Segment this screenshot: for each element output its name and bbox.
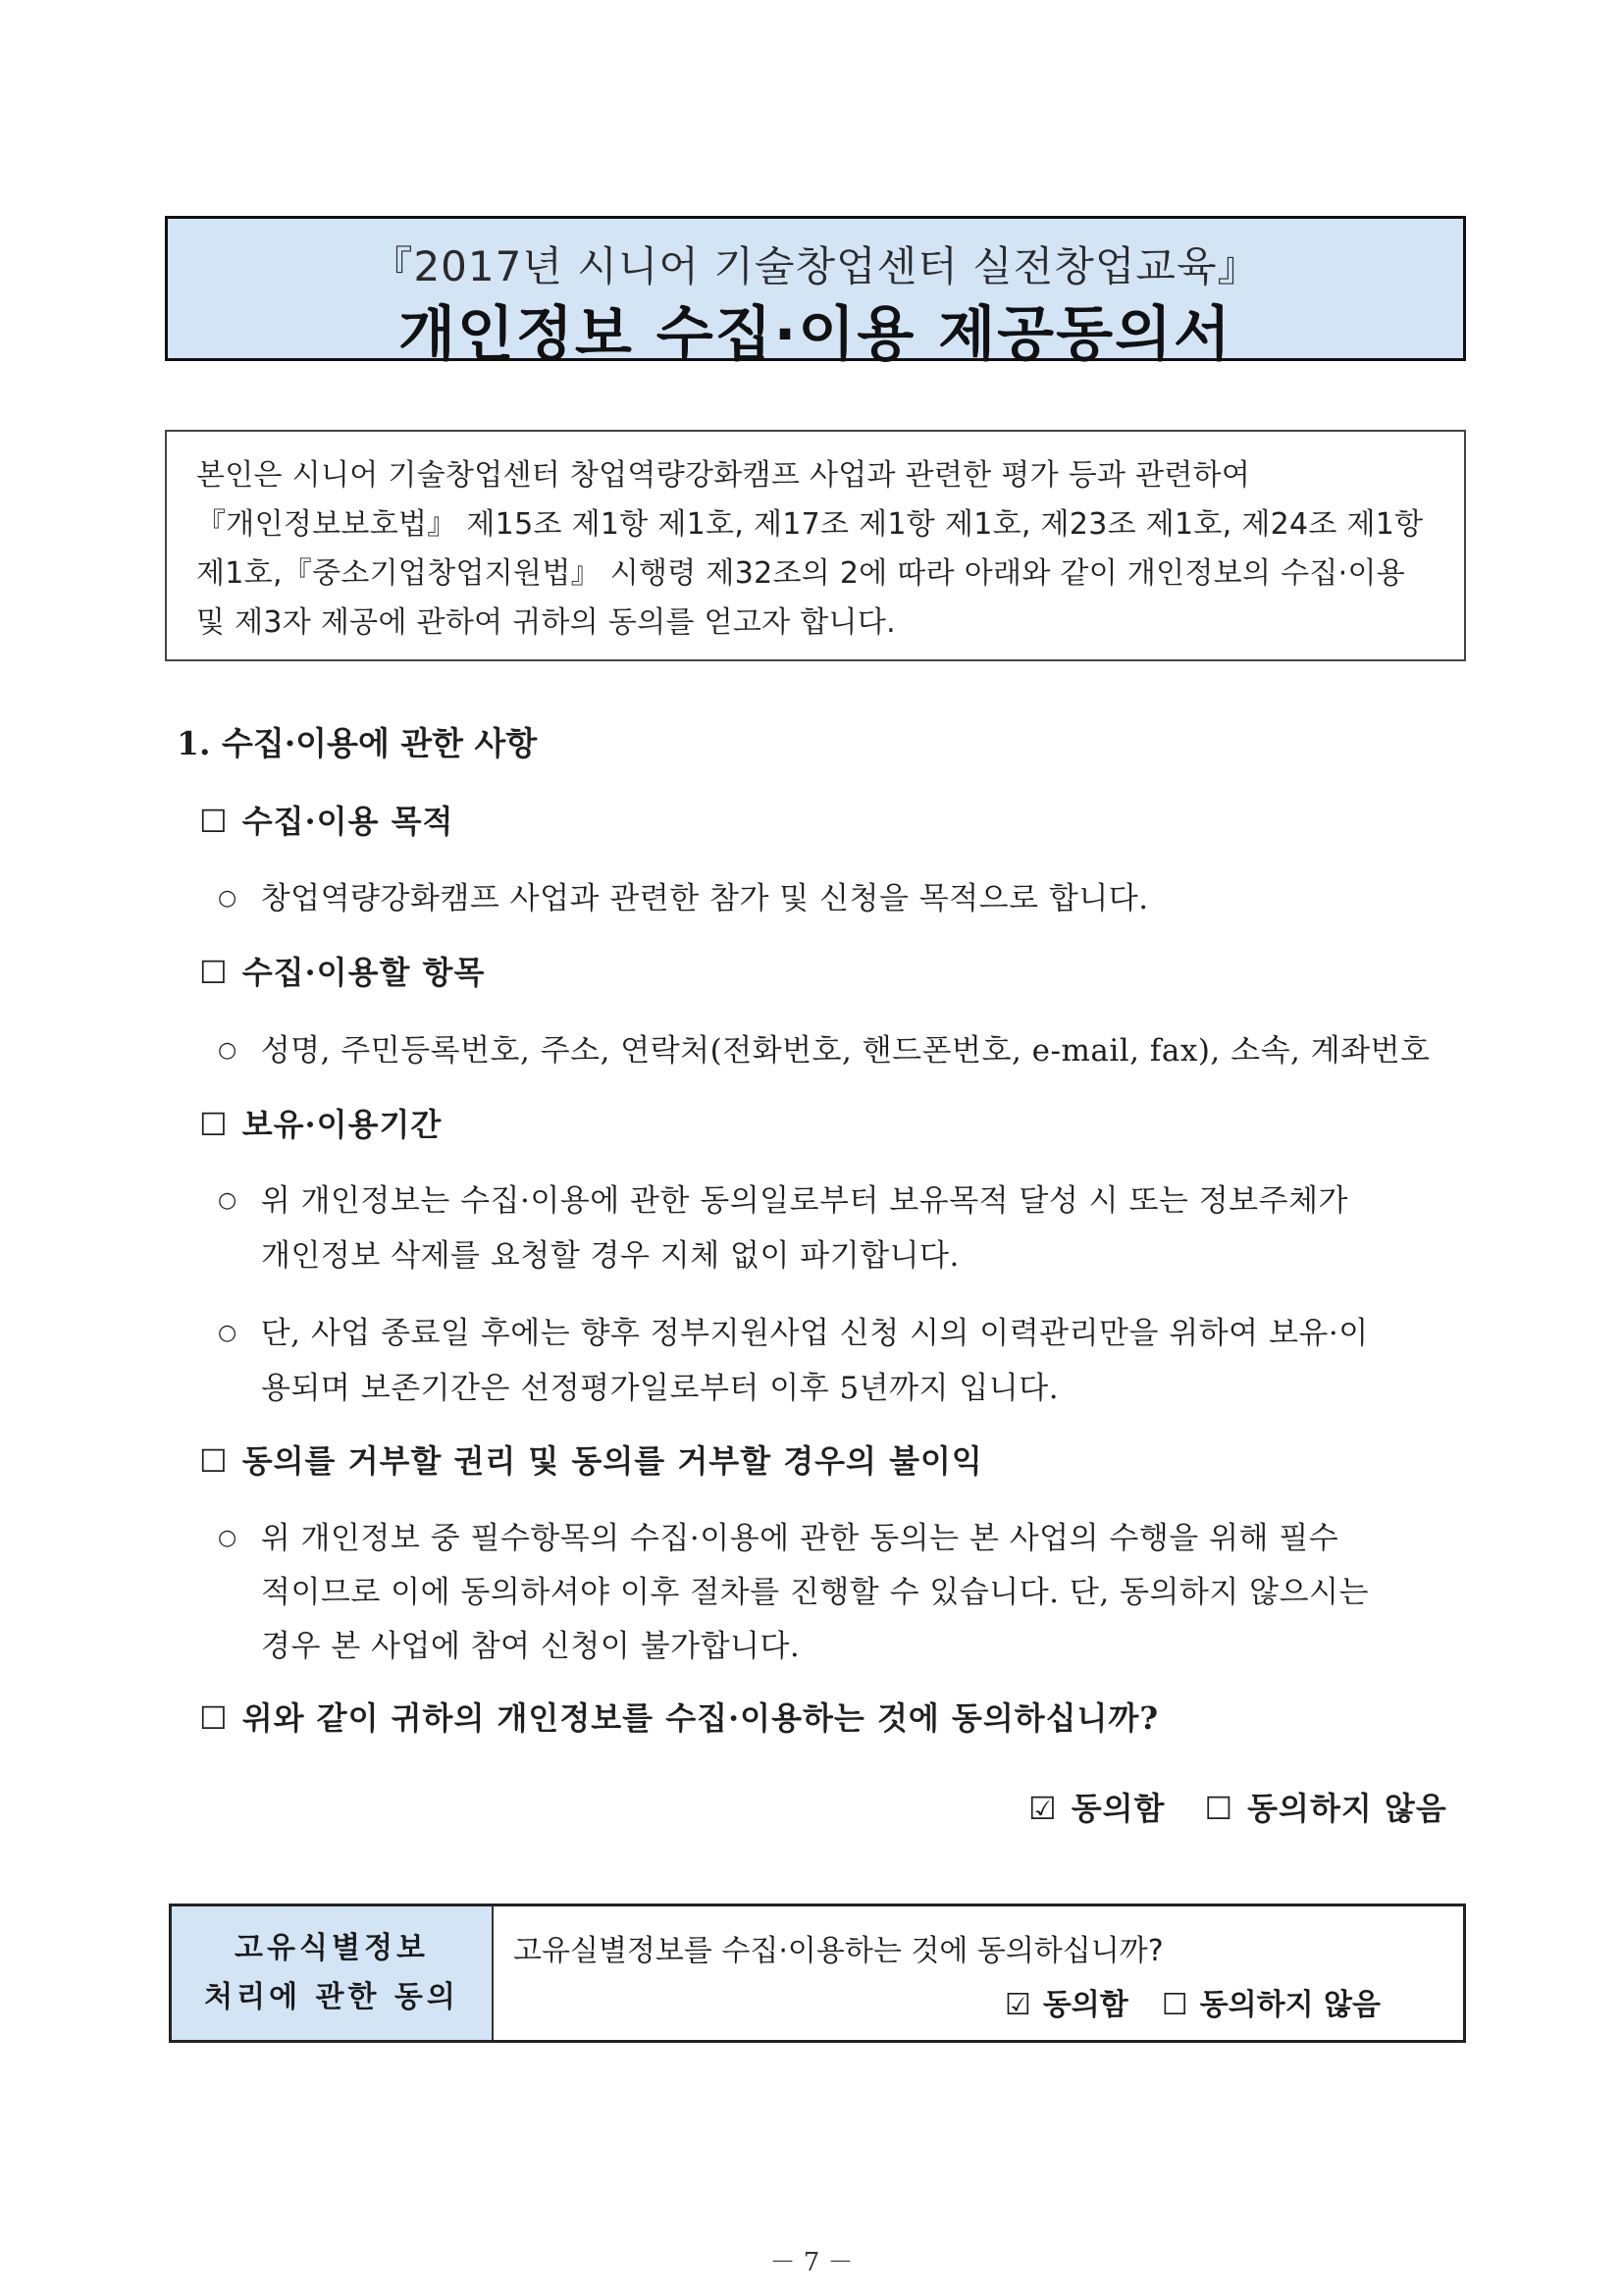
bullet-items: ○ 성명, 주민등록번호, 주소, 연락처(전화번호, 핸드폰번호, e-mail, fax), 소속, 계좌번호 <box>218 1033 1431 1069</box>
notice-line: 제1호,『중소기업창업지원법』 시행령 제32조의 2에 따라 아래와 같이 개인정보의 수집·이용 <box>196 556 1406 591</box>
bullet-circle-icon: ○ <box>218 886 237 911</box>
bullet-purpose: ○ 창업역량강화캠프 사업과 관련한 참가 및 신청을 목적으로 합니다. <box>218 881 1149 916</box>
bullet-circle-icon: ○ <box>218 1321 237 1345</box>
consent-options <box>1005 1980 1381 2023</box>
checked-box-icon: ☑ <box>1028 1790 1058 1827</box>
document-title: 개인정보 수집·이용 제공동의서 <box>397 300 1233 369</box>
consent-question: 고유실별정보를 수집·이용하는 것에 동의하십니까? <box>513 1934 1164 1968</box>
checkbox-icon: ☐ <box>199 954 229 991</box>
agree-checkbox[interactable]: ☑ 동의함 <box>1028 1790 1166 1827</box>
bullet-refusal-cont: 적이므로 이에 동의하셔야 이후 절차를 진행할 수 있습니다. 단, 동의하지 않으시는 <box>261 1575 1369 1610</box>
document-subtitle: 『2017년 시니어 기술창업센터 실전창업교육』 <box>371 242 1260 290</box>
bullet-retention-1: ○ 위 개인정보는 수집·이용에 관한 동의일로부터 보유목적 달성 시 또는 정보주체가 <box>218 1183 1348 1219</box>
checkbox-icon: ☐ <box>1204 1790 1234 1827</box>
notice-line: 본인은 시니어 기술창업센터 창업역량강화캠프 사업과 관련한 평가 등과 관련하여 <box>196 458 1251 493</box>
checked-box-icon: ☑ <box>1004 1988 1031 2022</box>
checkbox-icon: ☐ <box>1161 1988 1188 2022</box>
page-number: － 7 － <box>769 2248 854 2277</box>
bullet-circle-icon: ○ <box>218 1038 237 1063</box>
bullet-retention-1-cont: 개인정보 삭제를 요청할 경우 지체 없이 파기합니다. <box>261 1238 960 1274</box>
bullet-retention-2-cont: 용되며 보존기간은 선정평가일로부터 이후 5년까지 입니다. <box>261 1371 1060 1406</box>
bullet-circle-icon: ○ <box>218 1188 237 1213</box>
notice-line: 『개인정보보호법』 제15조 제1항 제1호, 제17조 제1항 제1호, 제23조 제1호, 제24조 제1항 <box>196 507 1424 542</box>
checkbox-icon: ☐ <box>199 803 229 840</box>
bullet-refusal-cont: 경우 본 사업에 참여 신청이 불가합니다. <box>261 1629 801 1664</box>
notice-box <box>165 430 1466 661</box>
unique-id-consent-table <box>169 1904 1466 2043</box>
consent-table-label: 고유식별정보 처리에 관한 동의 <box>172 1906 494 2040</box>
heading-retention: ☐ 보유·이용기간 <box>199 1106 443 1143</box>
heading-purpose: ☐ 수집·이용 목적 <box>199 803 454 840</box>
consent-table-content <box>494 1906 1463 2040</box>
checkbox-icon: ☐ <box>199 1442 229 1480</box>
notice-line: 및 제3자 제공에 관하여 귀하의 동의를 얻고자 합니다. <box>196 605 896 640</box>
bullet-refusal: ○ 위 개인정보 중 필수항목의 수집·이용에 관한 동의는 본 사업의 수행을 위해 필수 <box>218 1521 1339 1556</box>
heading-refusal: ☐ 동의를 거부할 권리 및 동의를 거부할 경우의 불이익 <box>199 1442 983 1480</box>
document-title-box <box>165 216 1466 369</box>
bullet-retention-2: ○ 단, 사업 종료일 후에는 향후 정부지원사업 신청 시의 이력관리만을 위하여 보유·이 <box>218 1316 1369 1351</box>
checkbox-icon: ☐ <box>199 1106 229 1143</box>
agreement-options <box>1028 1784 1447 1829</box>
heading-question: ☐ 위와 같이 귀하의 개인정보를 수집·이용하는 것에 동의하십니까? <box>199 1699 1160 1737</box>
heading-items: ☐ 수집·이용할 항목 <box>199 954 486 991</box>
checkbox-icon: ☐ <box>199 1699 229 1737</box>
bullet-circle-icon: ○ <box>218 1526 237 1550</box>
section-title: 1. 수집·이용에 관한 사항 <box>177 724 538 762</box>
disagree-checkbox[interactable]: ☐ 동의하지 않음 <box>1204 1790 1447 1827</box>
consent-agree-checkbox[interactable]: ☑ 동의함 <box>1004 1988 1128 2022</box>
consent-disagree-checkbox[interactable]: ☐ 동의하지 않음 <box>1161 1988 1381 2022</box>
